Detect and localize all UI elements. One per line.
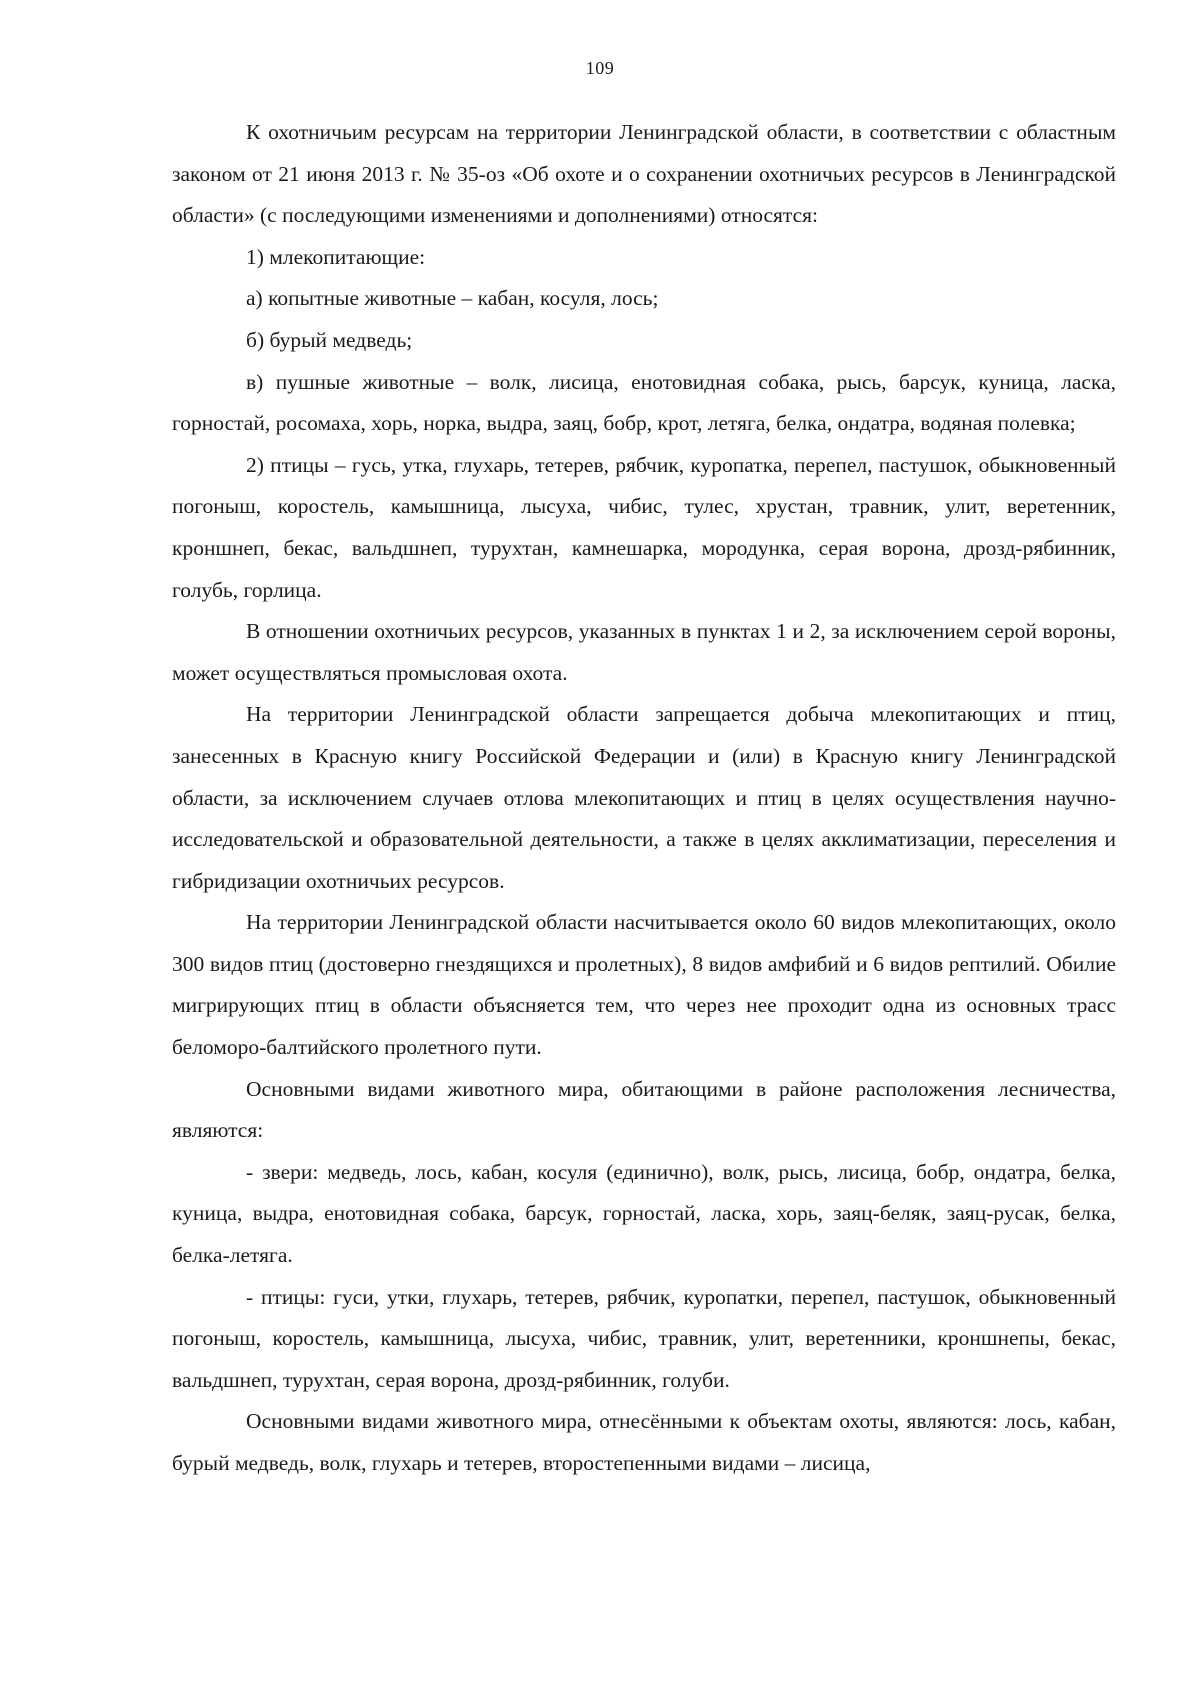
paragraph-birds: 2) птицы – гусь, утка, глухарь, тетерев, рябчик, куропатка, перепел, пастушок, обыкновенный погоныш, коростель, камышница, лысуха, чибис, тулес, хрустан, травник, улит, веретенник, кроншнеп, бекас, вальдшнеп, турухтан, камнешарка, мородунка, серая ворона, дрозд-рябинник, голубь, горлица. [172, 452, 1116, 602]
paragraph-ungulates: а) копытные животные – кабан, косуля, лось; [246, 286, 659, 311]
paragraph-fur-animals: в) пушные животные – волк, лисица, енотовидная собака, рысь, барсук, куница, ласка, горностай, росомаха, хорь, норка, выдра, заяц, бобр, крот, летяга, белка, ондатра, водяная полевка; [172, 369, 1116, 436]
paragraph-intro: К охотничьим ресурсам на территории Ленинградской области, в соответствии с областным законом от 21 июня 2013 г. № 35-оз «Об охоте и о сохранении охотничьих ресурсов в Ленинградской области» (с последующими изменениями и дополнениями) относятся: [172, 120, 1116, 228]
paragraph-mammals-heading: 1) млекопитающие: [246, 244, 426, 269]
paragraph-commercial-hunting: В отношении охотничьих ресурсов, указанных в пунктах 1 и 2, за исключением серой вороны, может осуществляться промысловая охота. [172, 619, 1116, 685]
paragraph-beasts-list: - звери: медведь, лось, кабан, косуля (единично), волк, рысь, лисица, бобр, ондатра, белка, куница, выдра, енотовидная собака, барсук, горностай, ласка, хорь, заяц-беляк, заяц-русак, белка, белка-летяга. [172, 1159, 1116, 1268]
paragraph-brown-bear: б) бурый медведь; [246, 327, 413, 352]
page-number: 109 [585, 58, 615, 78]
paragraph-main-species-intro: Основными видами животного мира, обитающими в районе расположения лесничества, являются: [172, 1076, 1116, 1143]
paragraph-species-count: На территории Ленинградской области насчитывается около 60 видов млекопитающих, около 300 видов птиц (достоверно гнездящихся и пролетных), 8 видов амфибий и 6 видов рептилий. Обилие мигрирующих птиц в области объясняется тем, что через нее проходит одна из основных трасс беломоро-балтийского пролетного пути. [172, 910, 1116, 1060]
paragraph-birds-list: - птицы: гуси, утки, глухарь, тетерев, рябчик, куропатки, перепел, пастушок, обыкновенный погоныш, коростель, камышница, лысуха, чибис, травник, улит, веретенники, кроншнепы, бекас, вальдшнеп, турухтан, серая ворона, дрозд-рябинник, голуби. [172, 1284, 1116, 1392]
document-body [172, 112, 1116, 1485]
paragraph-red-book: На территории Ленинградской области запрещается добыча млекопитающих и птиц, занесенных в Красную книгу Российской Федерации и (или) в Красную книгу Ленинградской области, за исключением случаев отлова млекопитающих и птиц в целях осуществления научно-исследовательской и образовательной деятельности, а также в целях акклиматизации, переселения и гибридизации охотничьих ресурсов. [172, 702, 1116, 893]
paragraph-hunting-objects: Основными видами животного мира, отнесёнными к объектам охоты, являются: лось, кабан, бурый медведь, волк, глухарь и тетерев, второстепенными видами – лисица, [172, 1409, 1116, 1475]
